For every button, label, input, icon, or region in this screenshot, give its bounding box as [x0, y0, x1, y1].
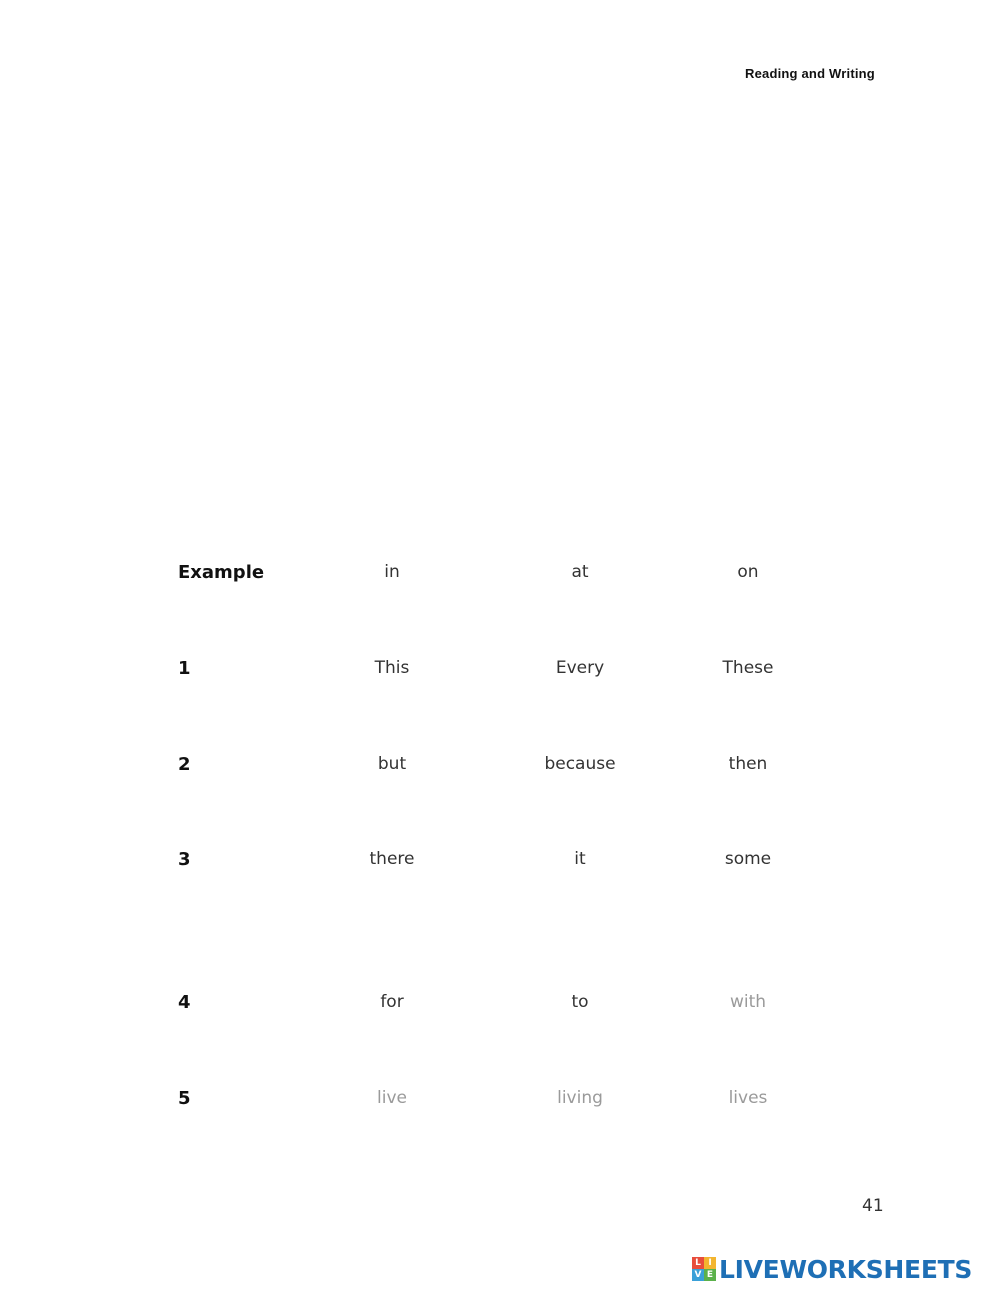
section-header: Reading and Writing — [745, 66, 875, 81]
page-number: 41 — [862, 1196, 884, 1216]
question-row-4 — [0, 992, 1000, 1022]
option-c[interactable]: These — [722, 658, 774, 678]
option-b[interactable]: because — [544, 754, 616, 774]
option-a[interactable]: This — [374, 658, 410, 678]
liveworksheets-logo-icon — [692, 1257, 716, 1281]
option-a[interactable]: live — [377, 1088, 407, 1108]
logo-letter: E — [704, 1269, 716, 1281]
liveworksheets-watermark — [692, 1254, 972, 1284]
option-c[interactable]: lives — [728, 1088, 768, 1108]
logo-letter: L — [692, 1257, 704, 1269]
watermark-text: LIVEWORKSHEETS — [719, 1254, 973, 1284]
row-label: 2 — [178, 754, 191, 775]
option-b: at — [571, 562, 589, 582]
option-c: on — [737, 562, 759, 582]
option-b[interactable]: Every — [555, 658, 605, 678]
option-b[interactable]: to — [571, 992, 589, 1012]
question-row-2 — [0, 754, 1000, 784]
option-a[interactable]: for — [380, 992, 404, 1012]
option-c[interactable]: with — [729, 992, 767, 1012]
example-row — [0, 562, 1000, 592]
option-c[interactable]: then — [728, 754, 768, 774]
option-c[interactable]: some — [724, 849, 772, 869]
option-b[interactable]: living — [557, 1088, 603, 1108]
logo-letter: I — [704, 1257, 716, 1269]
option-b[interactable]: it — [574, 849, 586, 869]
question-row-5 — [0, 1088, 1000, 1118]
option-a[interactable]: but — [377, 754, 407, 774]
row-label: 5 — [178, 1088, 191, 1109]
row-label: 1 — [178, 658, 191, 679]
option-a[interactable]: there — [369, 849, 415, 869]
question-row-1 — [0, 658, 1000, 688]
logo-letter: V — [692, 1269, 704, 1281]
option-a: in — [384, 562, 400, 582]
question-row-3 — [0, 849, 1000, 879]
row-label: Example — [178, 562, 265, 583]
row-label: 3 — [178, 849, 191, 870]
row-label: 4 — [178, 992, 191, 1013]
